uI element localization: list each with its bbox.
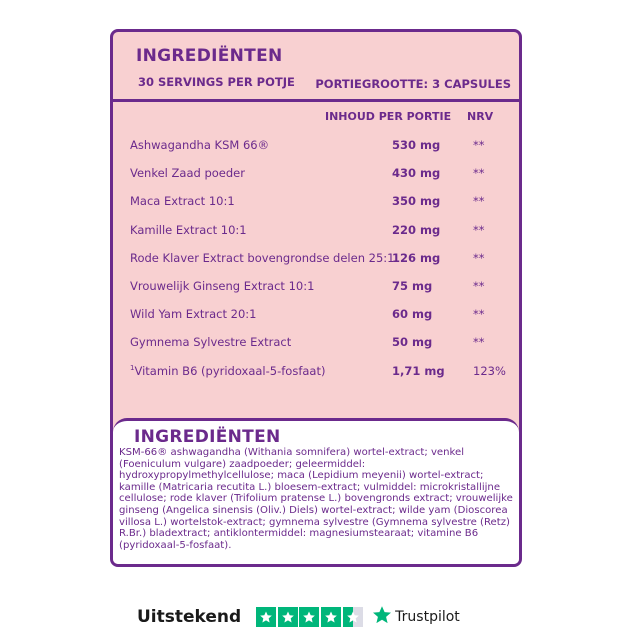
ingredient-amount: 60 mg <box>392 307 433 322</box>
ingredient-name: Gymnema Sylvestre Extract <box>130 335 292 350</box>
nutrient-table <box>113 132 519 386</box>
ingredient-amount: 50 mg <box>392 335 433 350</box>
ingredient-nrv: ** <box>473 335 485 350</box>
ingredients-title: INGREDIËNTEN <box>134 427 281 447</box>
star-rating <box>256 607 364 627</box>
ingredient-name: Kamille Extract 10:1 <box>130 222 247 237</box>
ingredient-name: Vrouwelijk Ginseng Extract 10:1 <box>130 278 315 293</box>
ingredient-nrv: ** <box>473 194 485 209</box>
ingredient-nrv: ** <box>473 278 485 293</box>
ingredient-name: Wild Yam Extract 20:1 <box>130 307 257 322</box>
ingredient-amount: 220 mg <box>392 222 441 237</box>
ingredient-name: Maca Extract 10:1 <box>130 194 235 209</box>
rating-star-icon <box>299 607 319 627</box>
ingredient-nrv: ** <box>473 138 485 152</box>
ingredient-nrv: 123% <box>473 363 506 378</box>
trustpilot-logo-star-icon <box>372 605 392 629</box>
ingredients-panel <box>113 418 519 564</box>
ingredient-nrv: ** <box>473 307 485 322</box>
servings-per-container: 30 SERVINGS PER POTJE <box>138 75 295 89</box>
trustpilot-rating[interactable] <box>137 603 460 631</box>
supplement-facts-label <box>110 29 522 567</box>
ingredient-amount: 1,71 mg <box>392 363 445 378</box>
ingredients-text: KSM-66® ashwagandha (Withania somnifera) wortel-extract; venkel (Foeniculum vulgare) zaadpoeder; geleermiddel: hydroxypropylmethylcellulose; maca (Lepidium meyenii) wortel-extract; kamille (Matricaria recutita L.) bloesem-extract; vulmiddel: microkristallijne cellulose; rode klaver (Trifolium pratense L.) bovengronds extract; vrouwelijke ginseng (Angelica sinensis (Oliv.) Diels) wortel-extract; wilde yam (Dioscorea villosa L.) wortelstok-extract; gymnema sylvestre (Gymnema sylvestre (Retz) R.Br.) bladextract; antiklontermiddel: magnesiumstearaat; vitamine B6 (pyridoxaal-5-fosfaat). <box>119 447 513 551</box>
table-row <box>113 160 519 188</box>
ingredient-amount: 430 mg <box>392 166 441 181</box>
footnote-marker: 1 <box>130 363 135 372</box>
ingredient-name: Ashwagandha KSM 66® <box>130 138 270 152</box>
trustpilot-brand-name: Trustpilot <box>395 609 460 625</box>
ingredient-name: Rode Klaver Extract bovengrondse delen 25:1 <box>130 250 395 265</box>
rating-star-icon <box>343 607 363 627</box>
ingredient-amount: 530 mg <box>392 138 441 152</box>
table-row <box>113 358 519 386</box>
ingredient-amount: 126 mg <box>392 250 441 265</box>
table-row <box>113 301 519 329</box>
rating-star-icon <box>321 607 341 627</box>
table-row <box>113 188 519 216</box>
table-row <box>113 329 519 357</box>
label-title: INGREDIËNTEN <box>136 46 283 66</box>
ingredient-name <box>130 364 325 378</box>
table-row <box>113 245 519 273</box>
rating-label: Uitstekend <box>137 607 242 627</box>
table-row <box>113 273 519 301</box>
column-header-amount: INHOUD PER PORTIE <box>325 110 452 123</box>
table-row <box>113 217 519 245</box>
column-header-nrv: NRV <box>467 110 494 123</box>
ingredient-name-text: Vitamin B6 (pyridoxaal-5-fosfaat) <box>134 363 326 378</box>
ingredient-amount: 350 mg <box>392 194 441 209</box>
header-divider <box>113 99 519 102</box>
trustpilot-brand <box>372 605 460 629</box>
rating-star-icon <box>256 607 276 627</box>
ingredient-nrv: ** <box>473 222 485 237</box>
ingredient-nrv: ** <box>473 250 485 265</box>
ingredient-name: Venkel Zaad poeder <box>130 166 245 181</box>
ingredient-amount: 75 mg <box>392 278 433 293</box>
rating-star-icon <box>278 607 298 627</box>
ingredient-nrv: ** <box>473 166 485 181</box>
table-row <box>113 132 519 160</box>
serving-size: PORTIEGROOTTE: 3 CAPSULES <box>315 77 511 91</box>
